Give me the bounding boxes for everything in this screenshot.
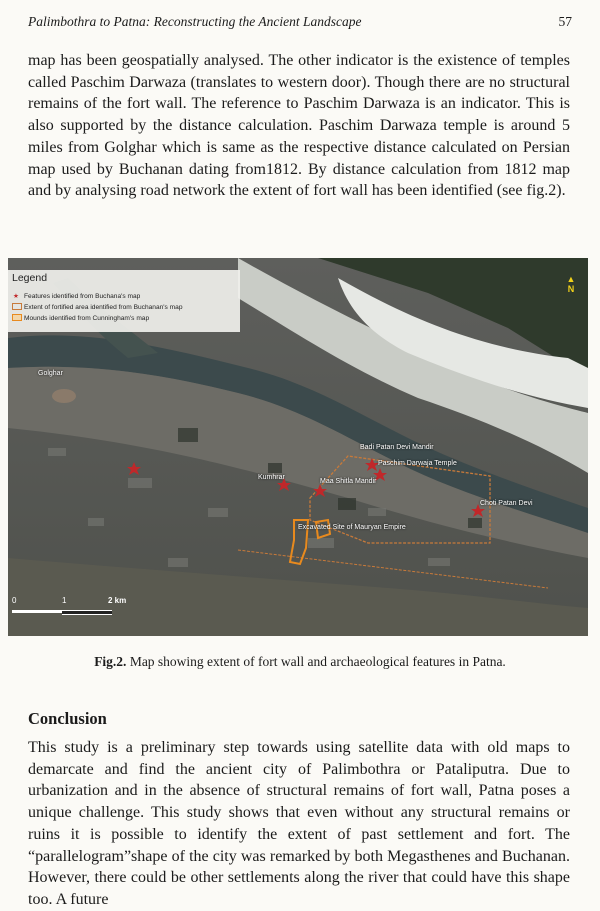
section-heading: Conclusion [28,709,107,728]
legend-title: Legend [12,272,48,284]
scale-one: 1 [62,596,67,605]
label-badi-patan-devi-mandir: Badi Patan Devi Mandir [360,444,434,451]
north-arrow [564,274,578,294]
label-choti-patan-devi: Choti Patan Devi [480,500,533,507]
page-number: 57 [558,14,572,29]
figure-caption [0,654,600,670]
scale-zero: 0 [12,596,17,605]
north-label: N [567,284,575,294]
legend-item-features: ★ Features identified from Buchana's map [13,292,141,300]
scale-two: 2 km [108,596,127,605]
running-header [28,14,572,30]
scale-bar [12,598,130,616]
caption-label: Fig.2. [94,654,127,669]
label-excavated-site: Excavated Site of Mauryan Empire [298,524,406,531]
rectangle-outline-icon [12,303,20,312]
running-title: Palimbothra to Patna: Reconstructing the Ancient Landscape [28,14,362,29]
label-golghar: Golghar [38,370,63,377]
body-paragraph-1: map has been geospatially analysed. The other indicator is the existence of temples called Paschim Darwaza (translates to western door). Though there are no structural remains of the fort wall. The reference to Paschim Darwaza is an indicator. This is also supported by the distance calculation. Paschim Darwaza temple is around 5 miles from Golghar which is same as the respective distance calculated on Persian map used by Buchanan dating from1812. By distance calculation from 1812 map and by analysing road network the extent of fort wall has been identified (see fig.2). [28,52,570,200]
caption-text: Map showing extent of fort wall and archaeological features in Patna. [129,654,506,669]
body-paragraph-2: This study is a preliminary step towards using satellite data with old maps to demarcate and find the ancient city of Palimbothra or Pataliputra. Due to urbanization and in the absence of structural remains of fort wall, Patna poses a unique challenge. This study shows that even without any structural remains or ruins it is possible to identify the extent of past settlement and fort. The “parallelogram”shape of the city was remarked by both Megasthenes and Buchanan. However, there could be other settlements along the river that could have this shape too. A future [28,739,570,908]
label-kumhrar: Kumhrar [258,474,285,481]
north-arrow-icon: ▲ [566,274,576,284]
star-icon: ★ [13,293,19,300]
legend-item-fort-extent: Extent of fortified area identified from Buchanan's map [12,303,183,312]
satellite-map-figure [8,258,588,636]
legend-item-mounds: Mounds identified from Cunningham's map [12,314,149,323]
label-paschim-darwaja-temple: Paschim Darwaja Temple [378,460,457,467]
label-maa-shitla-mandir: Maa Shitla Mandir [320,478,377,485]
map-legend [8,270,240,332]
mound-outline-icon [12,314,20,323]
